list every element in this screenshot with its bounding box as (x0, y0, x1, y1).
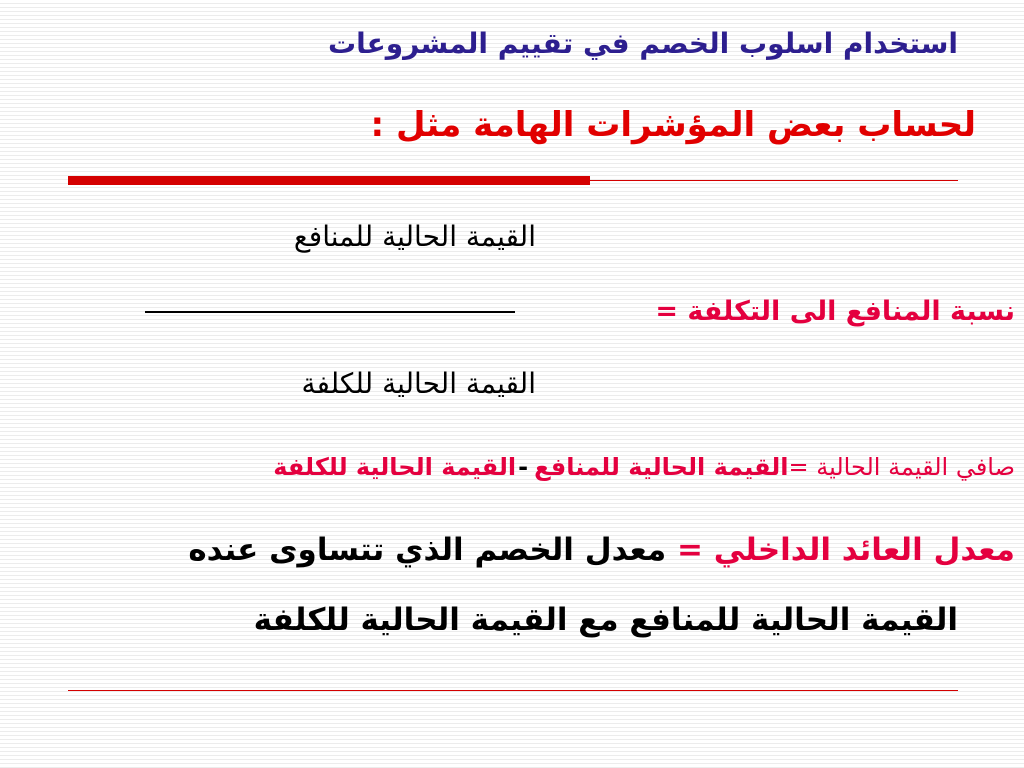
irr-label: معدل العائد الداخلي = (677, 532, 1015, 568)
irr-formula-line1 (10, 524, 1015, 576)
npv-formula (10, 446, 1015, 488)
title-underline-thick (68, 176, 590, 185)
bcr-fraction-bar (145, 311, 515, 313)
slide-title: استخدام اسلوب الخصم في تقييم المشروعات (328, 27, 958, 60)
irr-definition-line2: القيمة الحالية للمنافع مع القيمة الحالية للكلفة (253, 602, 958, 638)
bcr-label: نسبة المنافع الى التكلفة = (655, 296, 1015, 327)
title-underline-thin (590, 180, 958, 181)
irr-definition-line1: معدل الخصم الذي تتساوى عنده (188, 532, 667, 568)
npv-term-costs: القيمة الحالية للكلفة (273, 453, 517, 481)
footer-rule (68, 690, 958, 691)
bcr-numerator: القيمة الحالية للمنافع (293, 220, 536, 253)
npv-minus-operator: - (518, 453, 529, 481)
bcr-denominator: القيمة الحالية للكلفة (301, 367, 536, 400)
slide-subtitle: لحساب بعض المؤشرات الهامة مثل : (370, 105, 976, 145)
npv-term-benefits: القيمة الحالية للمنافع (534, 453, 789, 481)
npv-label: صافي القيمة الحالية = (788, 453, 1015, 481)
